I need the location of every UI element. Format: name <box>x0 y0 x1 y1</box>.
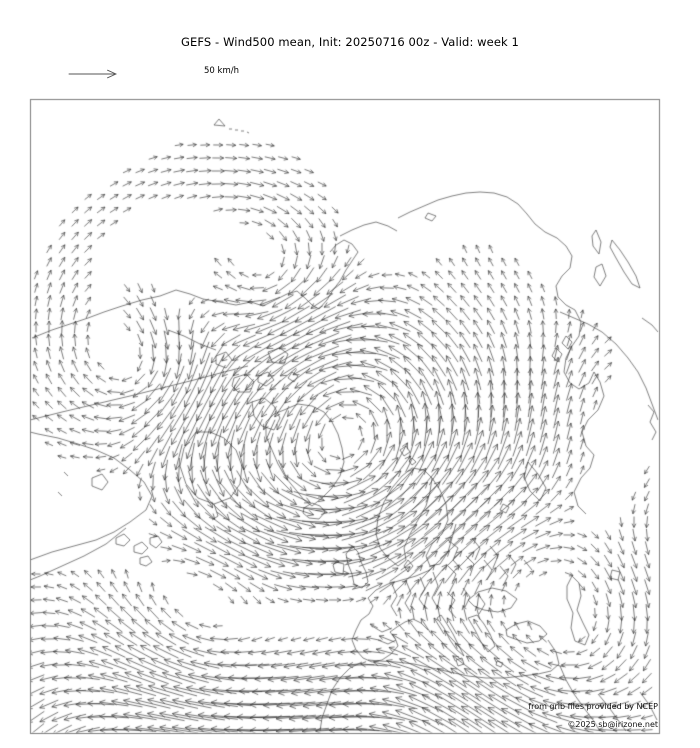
chart-title: GEFS - Wind500 mean, Init: 20250716 00z - Valid: week 1 <box>181 35 519 49</box>
legend-wind-arrow-icon <box>68 67 120 81</box>
legend-speed-label: 50 km/h <box>204 66 239 76</box>
attribution-copyright: ©2025 sb@irizone.net <box>567 720 658 729</box>
attribution-source: from grib files provided by NCEP <box>528 702 658 711</box>
